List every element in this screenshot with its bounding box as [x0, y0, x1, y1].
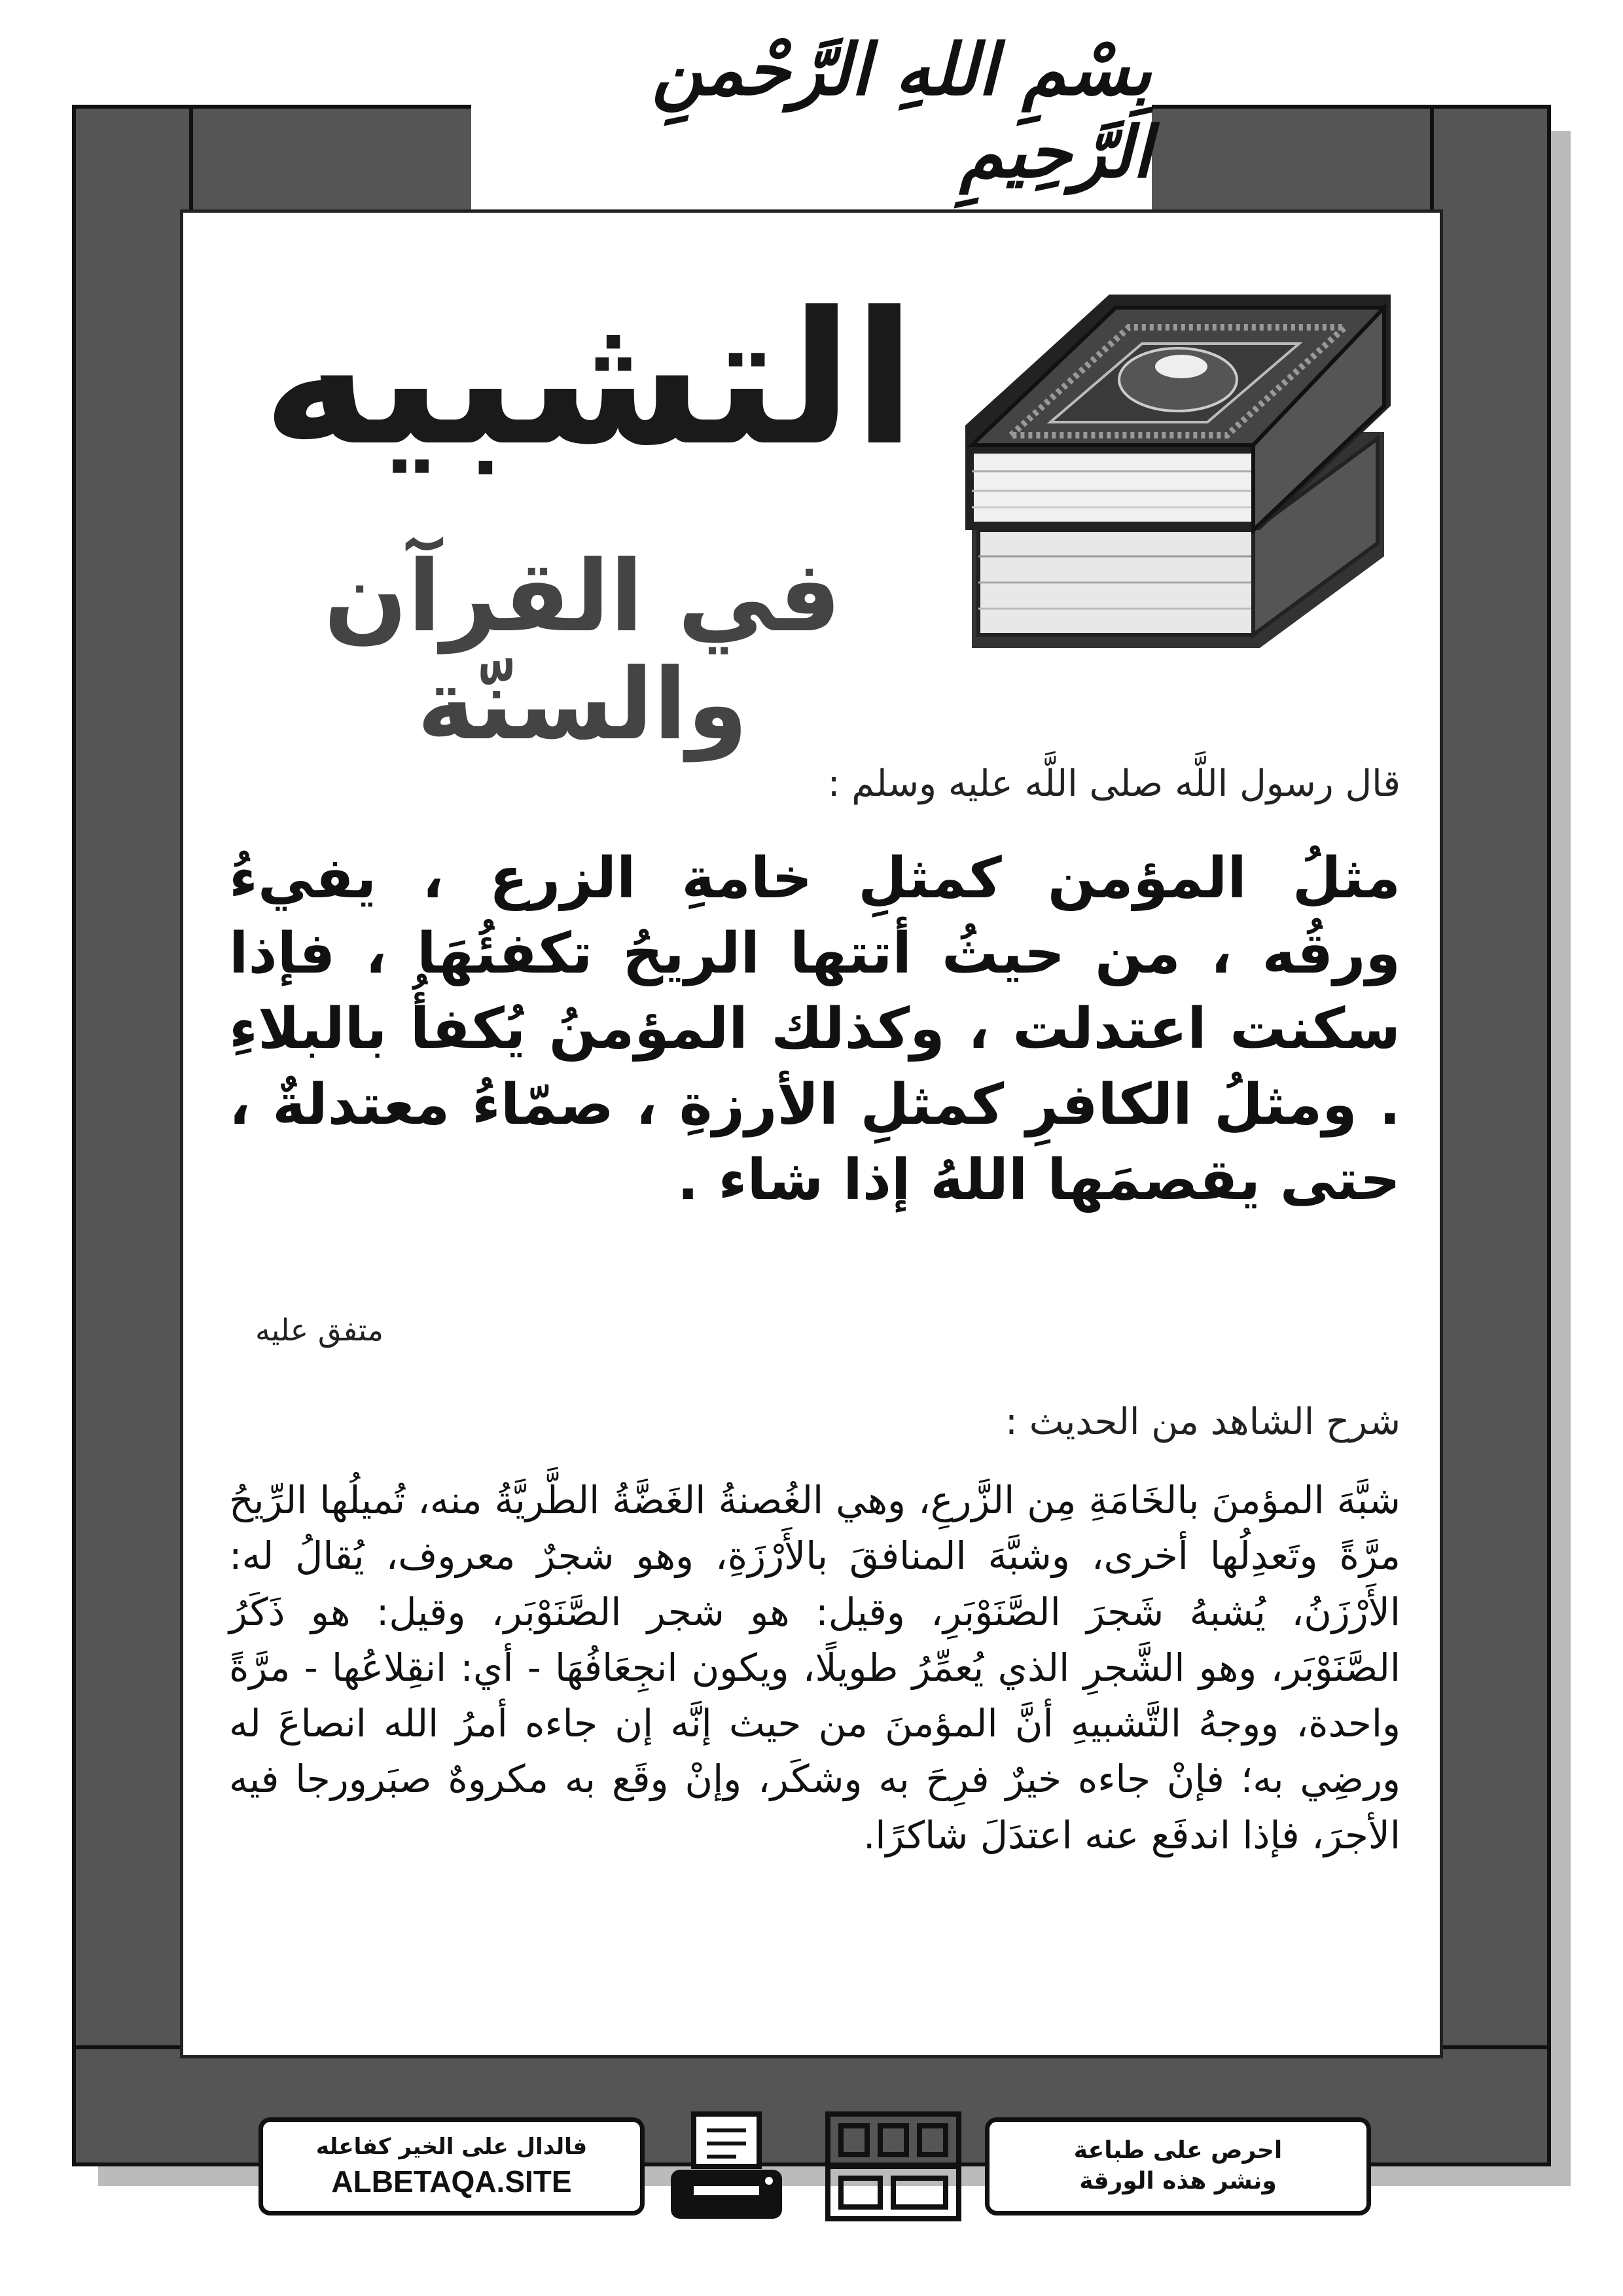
frame-left	[72, 105, 193, 2166]
footer-print-line1: احرص على طباعة	[1073, 2137, 1283, 2164]
footer-motto: فالدال على الخير كفاعله	[315, 2134, 588, 2160]
footer-bar	[259, 2117, 1371, 2215]
footer-site-link[interactable]: ALBETAQA.SITE	[331, 2164, 572, 2198]
hadith-text: مثلُ المؤمن كمثلِ خامةِ الزرع ، يفيءُ ورقُه ، من حيثُ أتتها الريحُ تكفئُهَا ، فإذا سكنت اعتدلت ، وكذلك المؤمنُ يُكفأُ بالبلاءِ . ومثلُ الكافرِ كمثلِ الأرزةِ ، صمّاءُ معتدلةٌ ، حتى يقصمَها اللهُ إذا شاء .	[229, 846, 1400, 1213]
basmala-calligraphy: بِسْمِ اللهِ الرَّحْمنِ الرَّحِيمِ	[652, 29, 1152, 194]
frame-right	[1430, 105, 1551, 2166]
explanation-title: شرح الشاهد من الحديث :	[1005, 1401, 1400, 1443]
basmala-banner	[471, 13, 1152, 209]
printer-icon	[664, 2108, 789, 2225]
hadith-source: متفق عليه	[255, 1312, 383, 1348]
frame-shadow-right	[1551, 131, 1571, 2186]
dawah-logo	[821, 2108, 965, 2225]
hadith-intro: قال رسول اللَّه صلى اللَّه عليه وسلم :	[827, 762, 1400, 805]
footer-print-line2: ونشر هذه الورقة	[1079, 2168, 1277, 2195]
footer-right-box	[985, 2117, 1371, 2215]
footer-left-box	[259, 2117, 645, 2215]
dawah-logo-graphic	[821, 2108, 965, 2225]
stacked-books-icon	[952, 281, 1397, 687]
page-title: التشبيه	[262, 273, 916, 486]
page-subtitle: في القرآن والسنّة	[323, 540, 842, 762]
explanation-text: شبَّهَ المؤمنَ بالخَامَةِ مِن الزَّرعِ، وهي الغُصنةُ الغَضَّةُ الطَّريَّةُ منه، تُميلُها الرِّيحُ مرَّةً وتَعدِلُها أخرى، وشبَّهَ المنافقَ بالأَرْزَةِ، وهو شجرٌ معروف، يُقالُ له: الأَرْزَنُ، يُشبهُ شَجرَ الصَّنَوْبَرِ، وقيل: هو شجر الصَّنَوْبَر، وقيل: هو ذَكَرُ الصَّنَوْبَر، وهو الشَّجرِ الذي يُعمِّرُ طويلًا، ويكون انجِعَافُهَا - أي: انقِلاعُها - مرَّةً واحدة، ووجهُ التَّشبيهِ أنَّ المؤمنَ من حيث إنَّه إن جاءه أمرُ الله انصاعَ له ورضِي به؛ فإنْ جاءه خيرٌ فرِحَ به وشكَر، وإنْ وقَع به مكروهٌ صبَرورجا فيه الأجرَ، فإذا اندفَع عنه اعتدَلَ شاكرًا.	[229, 1478, 1400, 1857]
